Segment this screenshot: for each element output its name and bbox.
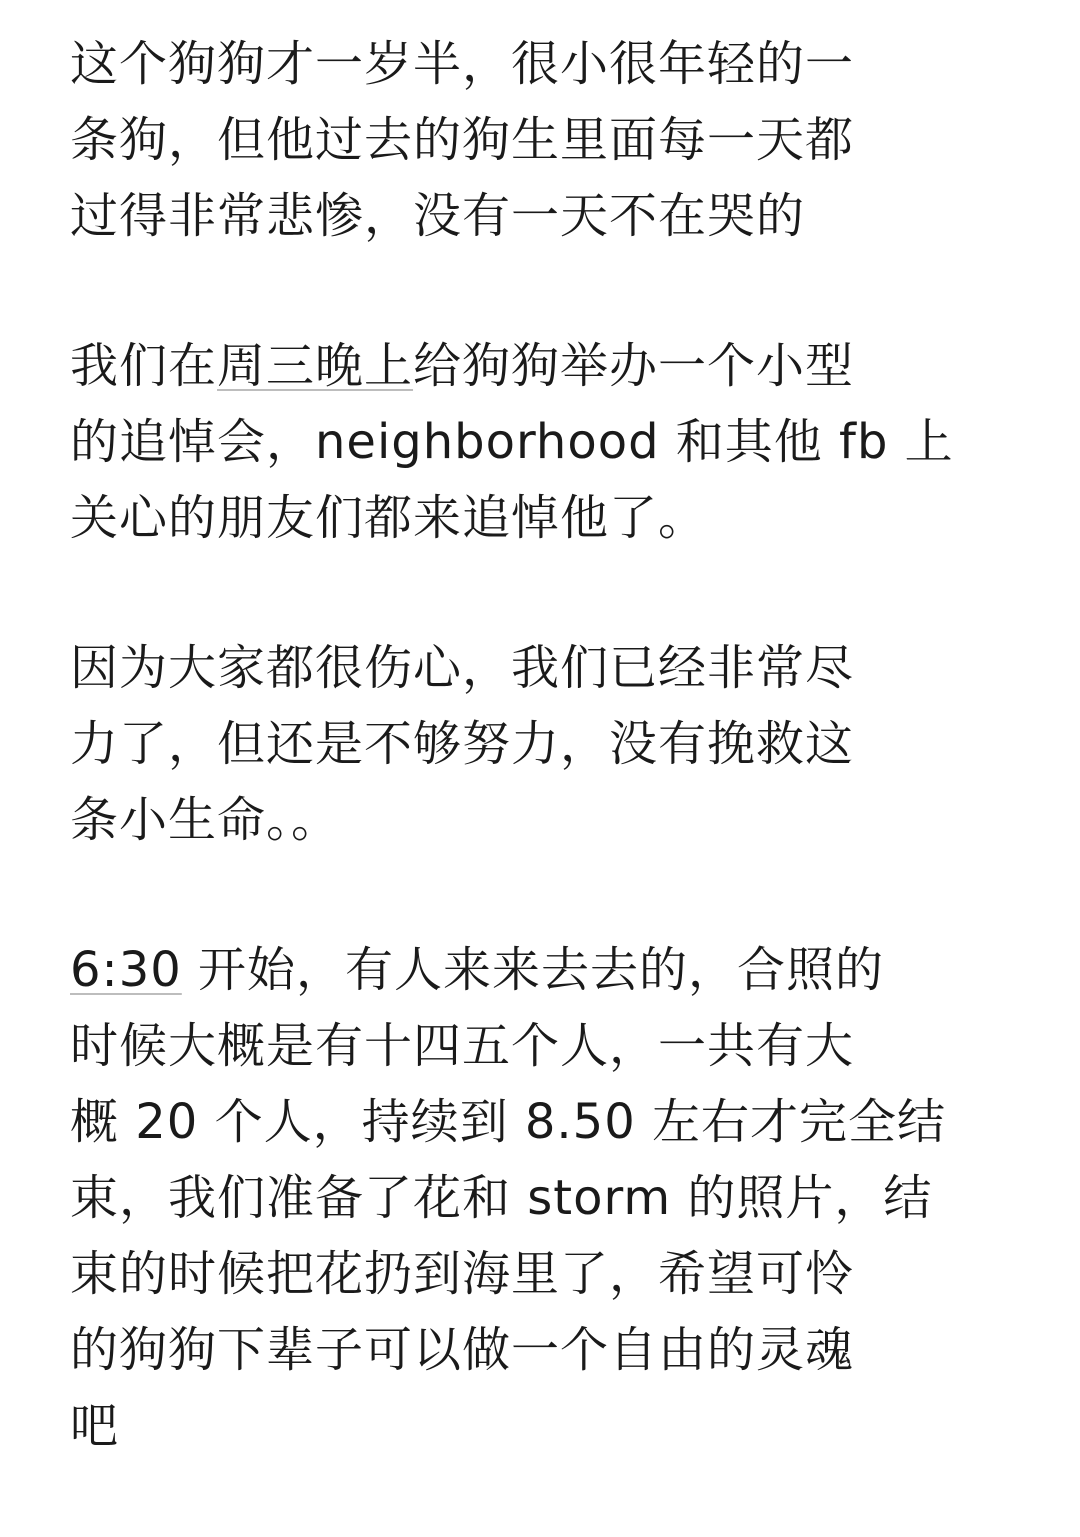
paragraph-spacer (70, 556, 1060, 630)
paragraph-3 (70, 630, 1060, 858)
paragraph-spacer (70, 254, 1060, 328)
paragraph-4-line-4: 束，我们准备了花和 storm 的照片，结 (70, 1170, 933, 1226)
paragraph-4-line-5: 束的时候把花扔到海里了，希望可怜 (70, 1246, 855, 1302)
paragraph-4 (70, 932, 1060, 1464)
paragraph-spacer (70, 858, 1060, 932)
paragraph-3-line-1: 因为大家都很伤心，我们已经非常尽 (70, 640, 855, 696)
paragraph-3-line-3: 条小生命。。 (70, 792, 341, 848)
text-span: 我们在 (70, 338, 218, 394)
paragraph-2 (70, 328, 1060, 556)
date-link[interactable]: 周三晚上 (217, 338, 414, 394)
paragraph-2-line-1 (70, 328, 1060, 404)
time-link[interactable]: 6:30 (70, 942, 182, 998)
paragraph-1-line-3: 过得非常悲惨，没有一天不在哭的 (70, 188, 806, 244)
paragraph-4-line-7: 吧 (70, 1398, 120, 1454)
paragraph-1-line-2: 条狗，但他过去的狗生里面每一天都 (70, 112, 855, 168)
paragraph-1 (70, 26, 1060, 254)
text-span: 开始，有人来来去去的，合照的 (181, 942, 885, 998)
paragraph-4-line-6: 的狗狗下辈子可以做一个自由的灵魂 (70, 1322, 855, 1378)
note-body (70, 26, 1060, 1464)
paragraph-2-line-3: 关心的朋友们都来追悼他了。 (70, 490, 708, 546)
paragraph-1-line-1: 这个狗狗才一岁半，很小很年轻的一 (70, 36, 855, 92)
paragraph-4-line-1 (70, 932, 1060, 1008)
paragraph-4-line-2: 时候大概是有十四五个人，一共有大 (70, 1018, 855, 1074)
paragraph-2-line-2: 的追悼会，neighborhood 和其他 fb 上 (70, 414, 954, 470)
text-span: 给狗狗举办一个小型 (413, 338, 855, 394)
paragraph-4-line-3: 概 20 个人，持续到 8.50 左右才完全结 (70, 1094, 946, 1150)
paragraph-3-line-2: 力了，但还是不够努力，没有挽救这 (70, 716, 855, 772)
